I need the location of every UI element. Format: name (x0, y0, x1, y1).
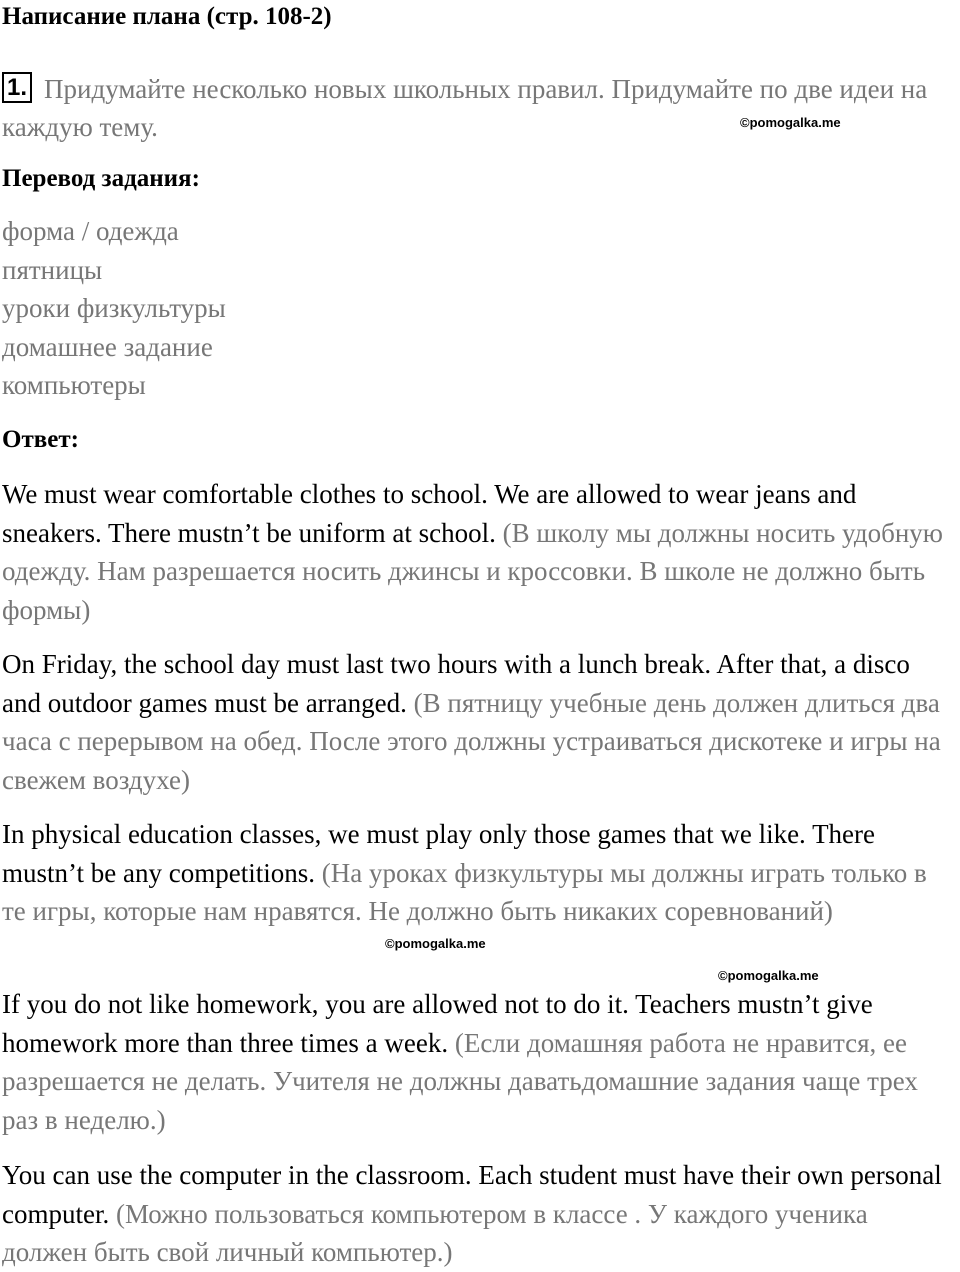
topic-item: компьютеры (2, 370, 146, 400)
watermark-2: ©pomogalka.me (385, 936, 486, 951)
translation-heading: Перевод задания: (2, 165, 200, 192)
answer-paragraph (2, 985, 950, 1139)
task-statement (2, 70, 942, 146)
topic-list (2, 212, 226, 405)
topic-item: форма / одежда (2, 216, 179, 246)
answer-english: If you do not like homework, you are allowed not to do it. Teachers mustn’t give homework more than three times a week. (2, 989, 873, 1058)
answer-russian: (Можно пользоваться компьютером в классе . У каждого ученика должен быть свой личный компьютер.) (2, 1198, 868, 1267)
answer-paragraph (2, 1156, 950, 1272)
answer-english: On Friday, the school day must last two hours with a lunch break. After that, a disco and outdoor games must be arranged. (2, 649, 910, 718)
answer-english: You can use the computer in the classroom. Each student must have their own personal computer. (2, 1160, 942, 1229)
answer-russian: (В пятницу учебные день должен длиться два часа с перерывом на обед. После этого должны устраиваться дискотеке и игры на свежем воздухе) (2, 687, 941, 795)
answer-paragraph (2, 815, 950, 931)
answer-russian: (Если домашняя работа не нравится, ее разрешается не делать. Учителя не должны даватьдомашние задания чаще трех раз в неделю.) (2, 1027, 918, 1135)
answer-english: We must wear comfortable clothes to school. We are allowed to wear jeans and sneakers. There mustn’t be uniform at school. (2, 479, 857, 548)
answer-english: In physical education classes, we must play only those games that we like. There mustn’t be any competitions. (2, 819, 876, 888)
answer-paragraph (2, 475, 950, 629)
topic-item: уроки физкультуры (2, 293, 226, 323)
page-title: Написание плана (стр. 108-2) (2, 3, 332, 30)
task-text: Придумайте несколько новых школьных правил. Придумайте по две идеи на каждую тему. (2, 74, 928, 142)
topic-item: домашнее задание (2, 331, 213, 362)
topic-item: пятницы (2, 254, 103, 285)
answer-russian: (На уроках физкультуры мы должны играть только в те игры, которые нам нравятся. Не должно быть никаких соревнований) (2, 857, 927, 926)
watermark-3: ©pomogalka.me (718, 968, 819, 983)
answer-heading: Ответ: (2, 426, 79, 453)
task-number: 1. (2, 72, 32, 103)
answer-paragraph (2, 645, 950, 799)
answer-russian: (В школу мы должны носить удобную одежду. Нам разрешается носить джинсы и кроссовки. В школе не должно быть формы) (2, 517, 943, 625)
watermark-1: ©pomogalka.me (740, 115, 841, 130)
